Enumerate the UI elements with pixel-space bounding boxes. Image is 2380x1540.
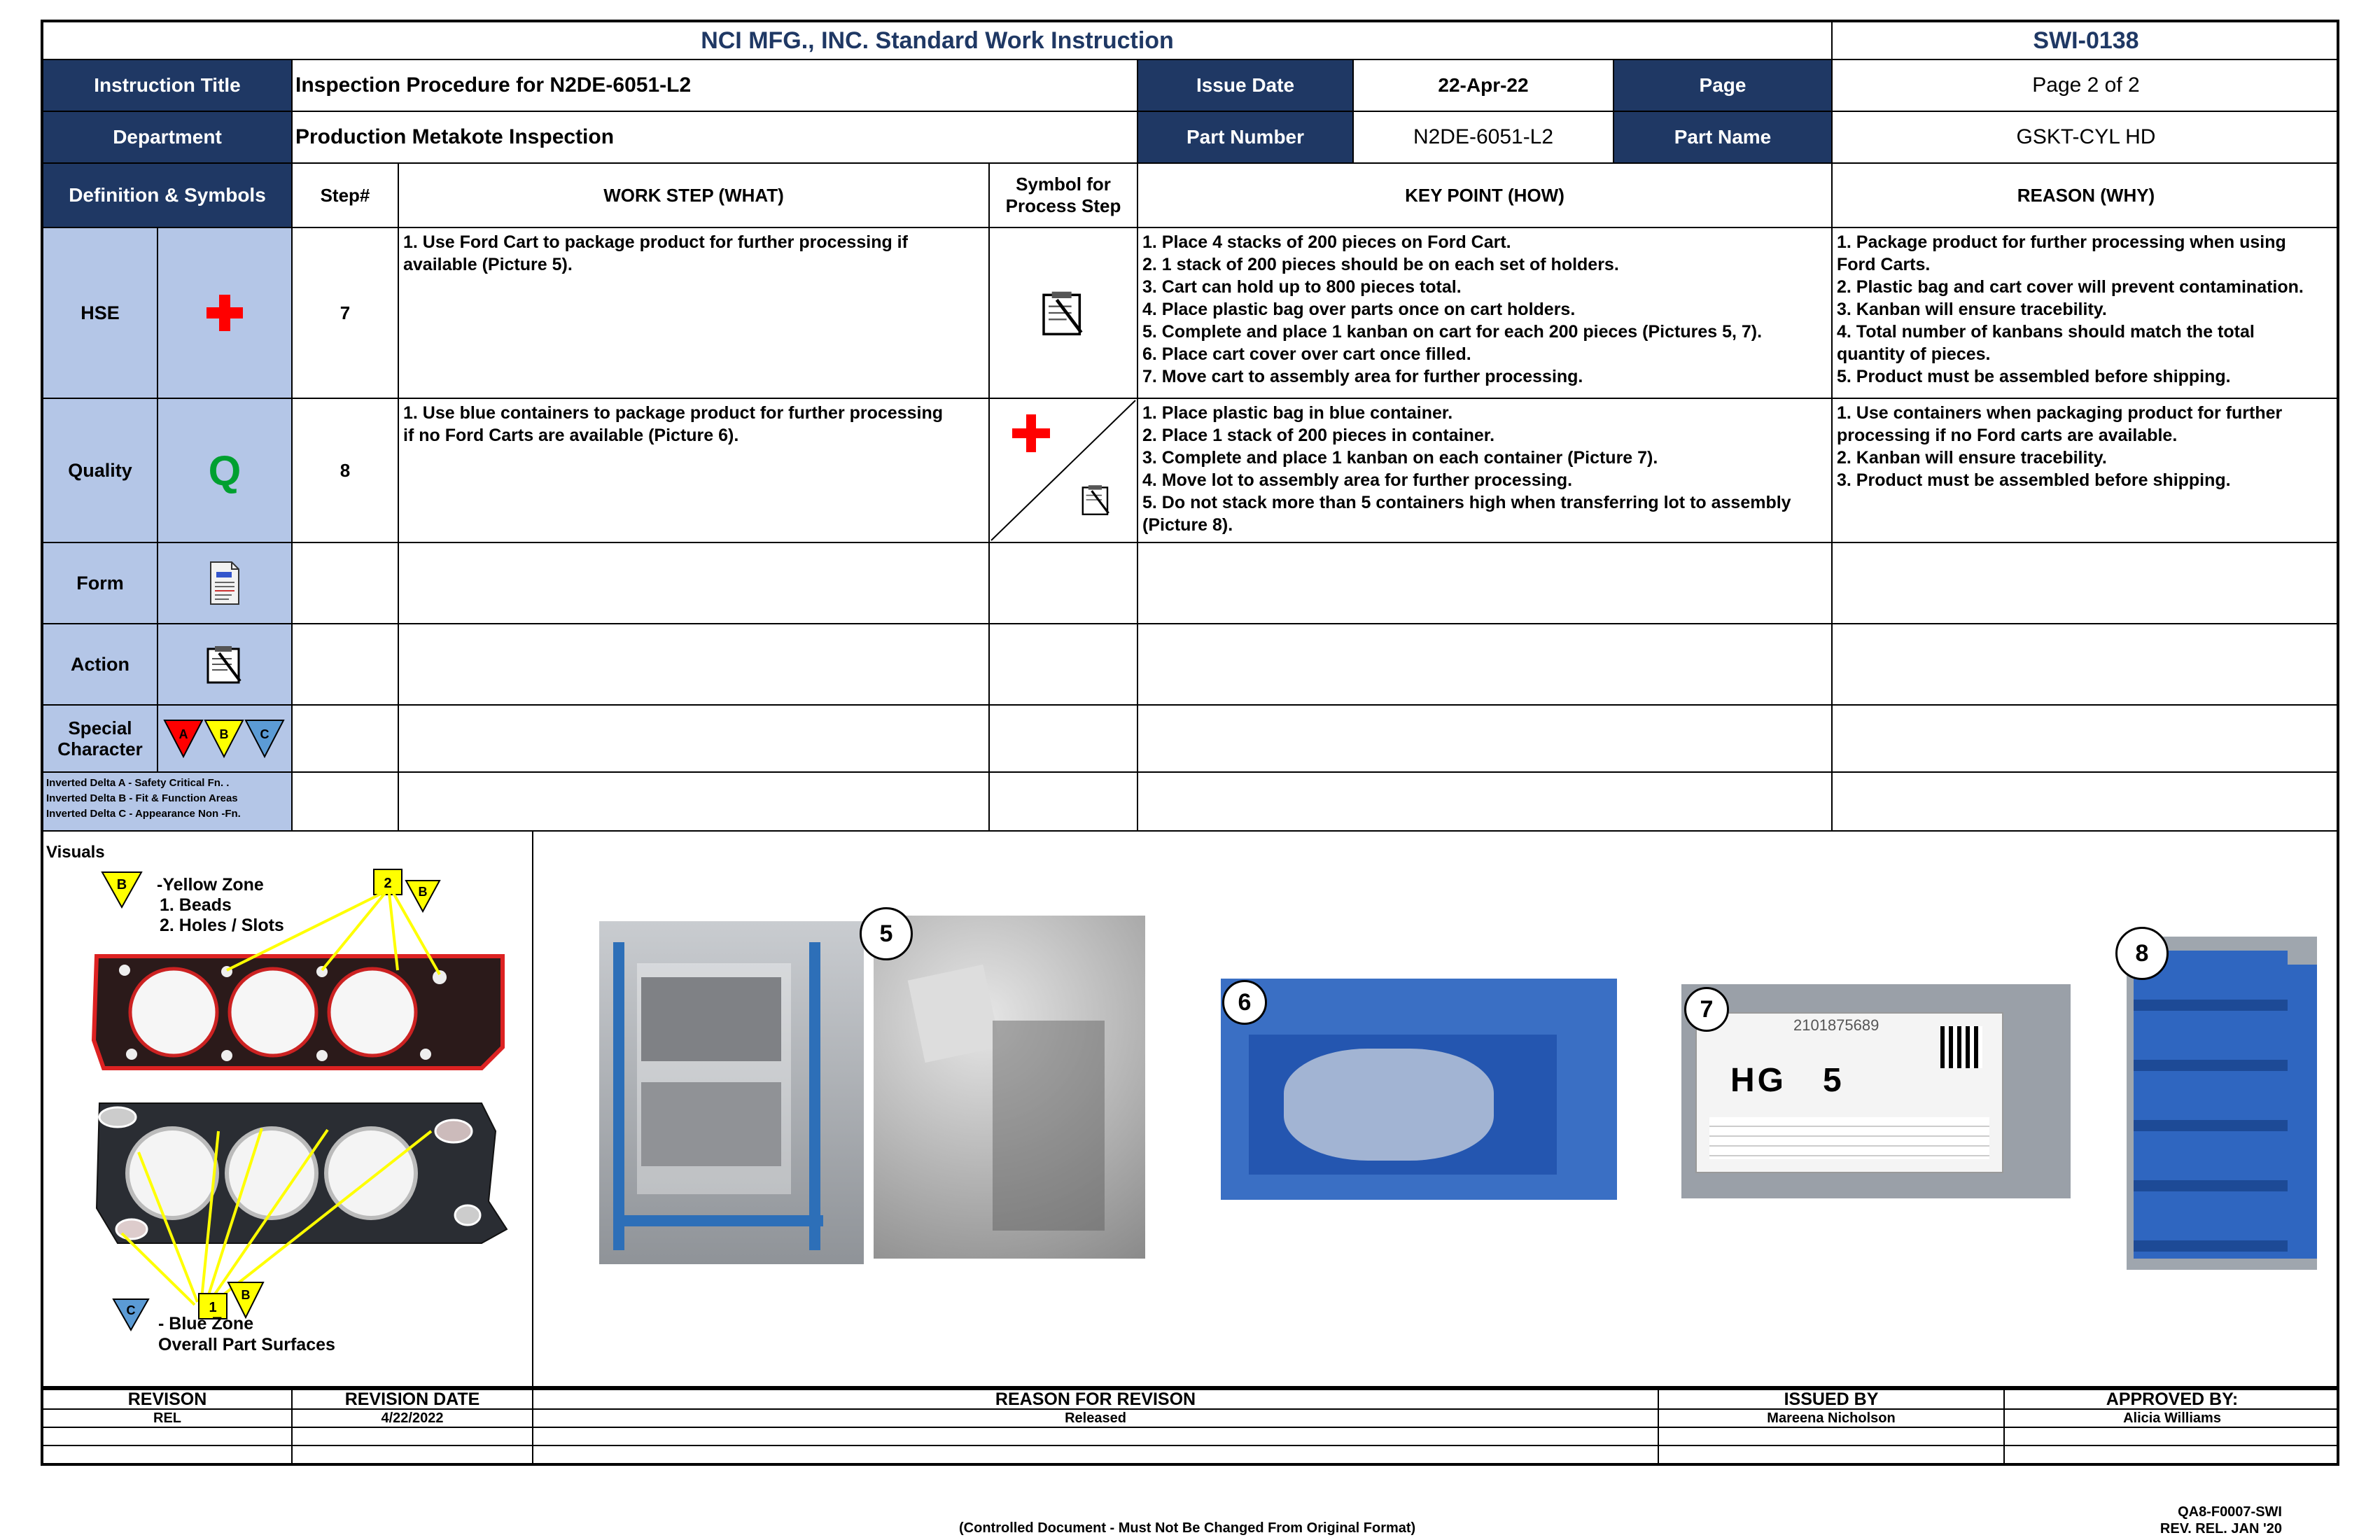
revision-date-header: REVISION DATE xyxy=(293,1390,533,1410)
step-7-how-line: 6. Place cart cover over cart once filled. xyxy=(1142,344,1471,364)
empty-cell xyxy=(399,624,990,706)
legend-action-symbol xyxy=(158,624,293,706)
tag-b: B xyxy=(418,885,428,899)
empty-cell xyxy=(1138,773,1833,832)
step-7-why-line: 3. Kanban will ensure tracebility. xyxy=(1837,300,2107,319)
step-7-why-line: Ford Carts. xyxy=(1837,255,1931,274)
legend-special-label: Special Character xyxy=(43,706,158,773)
empty-cell xyxy=(1833,706,2339,773)
empty-cell xyxy=(1833,773,2339,832)
empty-cell xyxy=(399,706,990,773)
visuals-legend-panel xyxy=(43,832,533,1387)
callout-2: 2 xyxy=(384,876,392,891)
tag-b: B xyxy=(241,1288,251,1302)
blue-zone-delta-icon xyxy=(112,1298,150,1331)
tag-b: B xyxy=(116,877,127,892)
form-revision: REV. REL. JAN '20 xyxy=(2160,1521,2282,1536)
step-7-why-line: 4. Total number of kanbans should match the total xyxy=(1837,322,2255,342)
step-7-what xyxy=(399,228,990,399)
empty-cell xyxy=(990,706,1138,773)
revision-header: REVISON xyxy=(43,1390,293,1410)
empty-cell xyxy=(2005,1446,2339,1466)
empty-cell xyxy=(1138,706,1833,773)
step-8-why-line: 2. Kanban will ensure tracebility. xyxy=(1837,448,2107,468)
step-8-number: 8 xyxy=(293,399,399,543)
visuals-photos-panel xyxy=(533,832,2339,1387)
blue-zone-label: - Blue Zone xyxy=(158,1314,254,1334)
step-8-what-line: if no Ford Carts are available (Picture 6). xyxy=(403,426,739,445)
empty-cell xyxy=(1659,1446,2005,1466)
legend-quality-label: Quality xyxy=(43,399,158,543)
empty-cell xyxy=(293,706,399,773)
empty-cell xyxy=(293,624,399,706)
revision-row-rev: REL xyxy=(43,1410,293,1428)
tag-c: C xyxy=(126,1303,136,1317)
step-7-what-line: 1. Use Ford Cart to package product for further processing if xyxy=(403,232,908,252)
picture-6-container-photo xyxy=(1221,979,1617,1200)
step-8-how-line: 4. Move lot to assembly area for further processing. xyxy=(1142,470,1573,490)
definitions-header: Definition & Symbols xyxy=(43,164,293,228)
step-7-how-line: 3. Cart can hold up to 800 pieces total. xyxy=(1142,277,1462,297)
step-8-why xyxy=(1833,399,2339,543)
empty-cell xyxy=(1138,543,1833,624)
step-7-how xyxy=(1138,228,1833,399)
step-8-how-line: (Picture 8). xyxy=(1142,515,1233,535)
legend-form-symbol xyxy=(158,543,293,624)
kanban-number: 2101875689 xyxy=(1793,1016,1879,1034)
step-7-how-line: 4. Place plastic bag over parts once on cart holders. xyxy=(1142,300,1576,319)
step-7-why-line: 1. Package product for further processing when using xyxy=(1837,232,2286,252)
step-7-number: 7 xyxy=(293,228,399,399)
picture-7-badge: 7 xyxy=(1684,987,1729,1032)
step-7-why-line: 5. Product must be assembled before shipping. xyxy=(1837,367,2231,386)
empty-cell xyxy=(1833,543,2339,624)
empty-cell xyxy=(293,773,399,832)
empty-cell xyxy=(1833,624,2339,706)
step-7-symbol xyxy=(990,228,1138,399)
work-step-header: WORK STEP (WHAT) xyxy=(399,164,990,228)
step-7-why-line: 2. Plastic bag and cart cover will prevent contamination. xyxy=(1837,277,2304,297)
delta-note-c: Inverted Delta C - Appearance Non -Fn. xyxy=(46,808,241,820)
yellow-zone-holes: 2. Holes / Slots xyxy=(160,916,284,935)
inverted-delta-icons xyxy=(162,718,288,760)
instruction-title-value: Inspection Procedure for N2DE-6051-L2 xyxy=(293,60,1138,112)
step-7-why-line: quantity of pieces. xyxy=(1837,344,1991,364)
picture-5-cart-cover-photo xyxy=(874,916,1145,1259)
legend-action-label: Action xyxy=(43,624,158,706)
empty-cell xyxy=(990,624,1138,706)
empty-cell xyxy=(1138,624,1833,706)
empty-cell xyxy=(293,543,399,624)
empty-cell xyxy=(43,1428,293,1446)
picture-8-badge: 8 xyxy=(2115,927,2169,980)
revision-row-date: 4/22/2022 xyxy=(293,1410,533,1428)
instruction-title-label: Instruction Title xyxy=(43,60,293,112)
yellow-zone-beads: 1. Beads xyxy=(160,895,232,915)
form-document-icon xyxy=(209,561,240,606)
picture-8-stack-photo xyxy=(2127,937,2317,1270)
step-8-what-line: 1. Use blue containers to package product for further processing xyxy=(403,403,943,423)
form-number: QA8-F0007-SWI xyxy=(2178,1504,2282,1520)
picture-6-badge: 6 xyxy=(1222,980,1267,1025)
picture-5-cart-photo xyxy=(599,921,864,1264)
step-8-why-line: 3. Product must be assembled before shipping. xyxy=(1837,470,2231,490)
step-7-why xyxy=(1833,228,2339,399)
controlled-document-notice: (Controlled Document - Must Not Be Changed From Original Format) xyxy=(959,1520,1416,1536)
revision-row-issued: Mareena Nicholson xyxy=(1659,1410,2005,1428)
issue-date-label: Issue Date xyxy=(1138,60,1354,112)
revision-row-approved: Alicia Williams xyxy=(2005,1410,2339,1428)
empty-cell xyxy=(990,773,1138,832)
legend-delta-notes xyxy=(43,773,293,832)
step-8-symbol xyxy=(990,399,1138,543)
delta-b-label: B xyxy=(219,727,229,741)
page-label: Page xyxy=(1614,60,1833,112)
part-number-value: N2DE-6051-L2 xyxy=(1354,112,1614,164)
blue-zone-text xyxy=(158,1313,335,1355)
empty-cell xyxy=(293,1428,533,1446)
callout-1: 1 xyxy=(209,1300,217,1315)
hse-and-action-icon xyxy=(990,399,1137,542)
step-7-what-line: available (Picture 5). xyxy=(403,255,573,274)
delta-c-label: C xyxy=(260,727,270,741)
legend-special-symbols xyxy=(158,706,293,773)
page-value: Page 2 of 2 xyxy=(1833,60,2339,112)
action-clipboard-icon xyxy=(1039,288,1088,337)
step-8-how-line: 1. Place plastic bag in blue container. xyxy=(1142,403,1453,423)
reason-for-revision-header: REASON FOR REVISON xyxy=(533,1390,1659,1410)
delta-note-a: Inverted Delta A - Safety Critical Fn. . xyxy=(46,777,230,789)
empty-cell xyxy=(43,1446,293,1466)
step-8-why-line: 1. Use containers when packaging product for further xyxy=(1837,403,2283,423)
issued-by-header: ISSUED BY xyxy=(1659,1390,2005,1410)
legend-form-label: Form xyxy=(43,543,158,624)
empty-cell xyxy=(293,1446,533,1466)
step-8-how-line: 3. Complete and place 1 kanban on each container (Picture 7). xyxy=(1142,448,1658,468)
empty-cell xyxy=(1659,1428,2005,1446)
revision-row-reason: Released xyxy=(533,1410,1659,1428)
step-7-how-line: 1. Place 4 stacks of 200 pieces on Ford Cart. xyxy=(1142,232,1511,252)
issue-date-value: 22-Apr-22 xyxy=(1354,60,1614,112)
visuals-label: Visuals xyxy=(46,843,105,862)
step-7-how-line: 7. Move cart to assembly area for further processing. xyxy=(1142,367,1583,386)
document-title: NCI MFG., INC. Standard Work Instruction xyxy=(43,22,1833,60)
action-clipboard-icon xyxy=(204,643,246,685)
department-label: Department xyxy=(43,112,293,164)
reason-header: REASON (WHY) xyxy=(1833,164,2339,228)
approved-by-header: APPROVED BY: xyxy=(2005,1390,2339,1410)
step-8-how xyxy=(1138,399,1833,543)
empty-cell xyxy=(399,543,990,624)
blue-zone-description: Overall Part Surfaces xyxy=(158,1335,335,1354)
swi-sheet xyxy=(41,20,2339,1466)
empty-cell xyxy=(2005,1428,2339,1446)
legend-quality-symbol: Q xyxy=(158,399,293,543)
part-number-label: Part Number xyxy=(1138,112,1354,164)
yellow-zone-label: -Yellow Zone xyxy=(157,875,264,895)
delta-a-label: A xyxy=(178,727,188,741)
gasket-diagram xyxy=(90,865,510,1355)
key-point-header: KEY POINT (HOW) xyxy=(1138,164,1833,228)
document-number: SWI-0138 xyxy=(1833,22,2339,60)
form-footer xyxy=(2160,1504,2282,1537)
empty-cell xyxy=(533,1428,1659,1446)
revision-table xyxy=(43,1387,2339,1466)
kanban-hg-text: HG 5 xyxy=(1730,1062,1844,1099)
empty-cell xyxy=(533,1446,1659,1466)
step-8-why-line: processing if no Ford carts are available. xyxy=(1837,426,2178,445)
part-name-label: Part Name xyxy=(1614,112,1833,164)
step-7-how-line: 5. Complete and place 1 kanban on cart for each 200 pieces (Pictures 5, 7). xyxy=(1142,322,1763,342)
red-cross-icon xyxy=(204,292,246,334)
step-8-how-line: 2. Place 1 stack of 200 pieces in container. xyxy=(1142,426,1495,445)
step-8-what xyxy=(399,399,990,543)
step-7-how-line: 2. 1 stack of 200 pieces should be on each set of holders. xyxy=(1142,255,1619,274)
step-8-how-line: 5. Do not stack more than 5 containers high when transferring lot to assembly xyxy=(1142,493,1791,512)
picture-5-badge: 5 xyxy=(860,907,913,960)
empty-cell xyxy=(399,773,990,832)
symbol-header: Symbol for Process Step xyxy=(990,164,1138,228)
delta-note-b: Inverted Delta B - Fit & Function Areas xyxy=(46,792,238,804)
department-value: Production Metakote Inspection xyxy=(293,112,1138,164)
legend-hse-label: HSE xyxy=(43,228,158,399)
picture-7-kanban-photo xyxy=(1681,984,2071,1198)
empty-cell xyxy=(990,543,1138,624)
legend-hse-symbol xyxy=(158,228,293,399)
step-header: Step# xyxy=(293,164,399,228)
part-name-value: GSKT-CYL HD xyxy=(1833,112,2339,164)
